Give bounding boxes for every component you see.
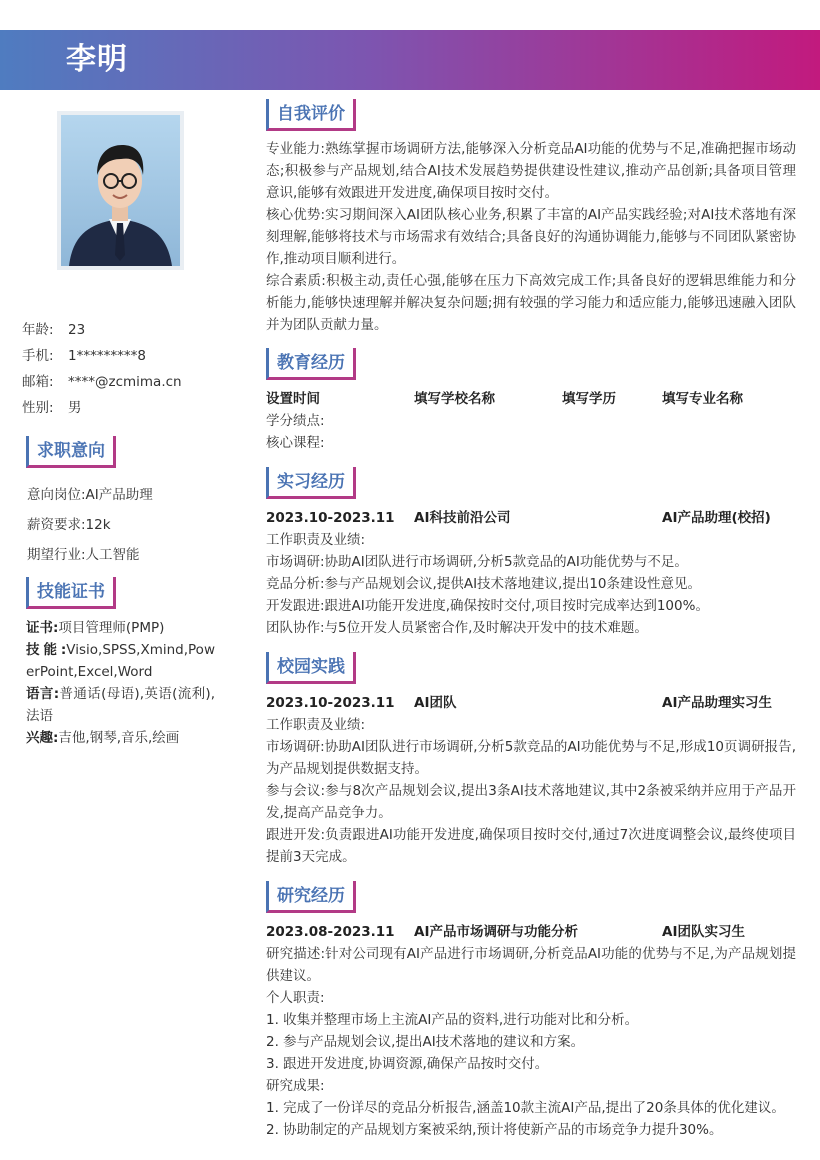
research-line: 2. 参与产品规划会议,提出AI技术落地的建议和方案。 [266,1034,585,1050]
intent-item: 期望行业:人工智能 [27,547,140,563]
candidate-name: 李明 [66,42,128,77]
internship-line: 团队协作:与5位开发人员紧密合作,及时解决开发中的技术难题。 [266,620,648,636]
skill-tools: 技能:Visio,SPSS,Xmind,PowerPoint,Excel,Word [26,642,215,680]
info-gender: 性别: 男 [22,400,82,416]
internship-line: 竞品分析:参与产品规划会议,提供AI技术落地建议,提出10条建设性意见。 [266,576,702,592]
internship-entry [266,507,796,529]
research-title: 研究经历 [266,881,356,913]
campus-line: 工作职责及业绩: [266,717,366,733]
skill-language: 语言:普通话(母语),英语(流利),法语 [26,686,215,724]
info-age: 年龄: 23 [22,322,86,338]
header-banner [0,30,820,90]
internship-line: 工作职责及业绩: [266,532,366,548]
campus-entry [266,692,796,714]
intent-title: 求职意向 [26,436,116,468]
self-eval-paragraph: 专业能力:熟练掌握市场调研方法,能够深入分析竞品AI功能的优势与不足,准确把握市场动态;积极参与产品规划,结合AI技术发展趋势提供建设性建议,推动产品创新;具备项目管理意识,能够有效跟进开发进度,确保项目按时交付。 [266,141,796,201]
internship-heading [266,467,796,499]
campus-org: AI团队 [414,695,457,711]
skills-heading [26,577,116,609]
internship-section [266,507,796,639]
education-school: 填写学校名称 [414,391,495,407]
research-entry [266,921,796,943]
campus-heading [266,652,796,684]
research-heading [266,881,796,913]
education-title: 教育经历 [266,348,356,380]
intent-item: 意向岗位:AI产品助理 [27,487,153,503]
education-section [266,388,796,454]
self-eval-section [266,138,796,336]
campus-time: 2023.10-2023.11 [266,695,395,711]
research-project: AI产品市场调研与功能分析 [414,924,578,940]
internship-time: 2023.10-2023.11 [266,510,395,526]
intent-item: 薪资要求:12k [27,517,111,533]
education-major: 填写专业名称 [662,391,743,407]
info-phone: 手机: 1*********8 [22,348,146,364]
research-role: AI团队实习生 [662,924,745,940]
research-line: 1. 收集并整理市场上主流AI产品的资料,进行功能对比和分析。 [266,1012,639,1028]
research-line: 1. 完成了一份详尽的竞品分析报告,涵盖10款主流AI产品,提出了20条具体的优化建议。 [266,1100,785,1116]
research-line: 个人职责: [266,990,325,1006]
internship-line: 市场调研:协助AI团队进行市场调研,分析5款竞品的AI功能优势与不足。 [266,554,688,570]
education-gpa: 学分绩点: [266,413,325,429]
research-section [266,921,796,1141]
skill-cert: 证书:项目管理师(PMP) [26,620,165,636]
campus-line: 参与会议:参与8次产品规划会议,提出3条AI技术落地建议,其中2条被采纳并应用于产品开发,提高产品竞争力。 [266,783,796,821]
education-degree: 填写学历 [562,391,616,407]
education-heading [266,348,796,380]
internship-org: AI科技前沿公司 [414,510,511,526]
campus-role: AI产品助理实习生 [662,695,772,711]
info-email: 邮箱: ****@zcmima.cn [22,374,182,390]
research-line: 3. 跟进开发进度,协调资源,确保产品按时交付。 [266,1056,549,1072]
self-eval-heading [266,99,796,131]
self-eval-paragraph: 综合素质:积极主动,责任心强,能够在压力下高效完成工作;具备良好的逻辑思维能力和分析能力,能够快速理解并解决复杂问题;拥有较强的学习能力和适应能力,能够迅速融入团队并为团队贡献力量。 [266,273,796,333]
education-entry [266,388,796,410]
research-line: 2. 协助制定的产品规划方案被采纳,预计将使新产品的市场竞争力提升30%。 [266,1122,723,1138]
campus-title: 校园实践 [266,652,356,684]
internship-role: AI产品助理(校招) [662,510,771,526]
campus-section [266,692,796,868]
intent-heading [26,436,116,468]
education-time: 设置时间 [266,391,320,407]
campus-line: 市场调研:协助AI团队进行市场调研,分析5款竞品的AI功能优势与不足,形成10页调研报告,为产品规划提供数据支持。 [266,739,796,777]
self-eval-title: 自我评价 [266,99,356,131]
skills-section [26,617,215,749]
intent-section [27,480,227,570]
profile-photo [57,111,184,270]
internship-title: 实习经历 [266,467,356,499]
self-eval-paragraph: 核心优势:实习期间深入AI团队核心业务,积累了丰富的AI产品实践经验;对AI技术落地有深刻理解,能够将技术与市场需求有效结合;具备良好的沟通协调能力,能够与不同团队紧密协作,推动项目顺利进行。 [266,207,796,267]
skill-interest: 兴趣:吉他,钢琴,音乐,绘画 [26,730,180,746]
research-line: 研究成果: [266,1078,325,1094]
campus-line: 跟进开发:负责跟进AI功能开发进度,确保项目按时交付,通过7次进度调整会议,最终使项目提前3天完成。 [266,827,796,865]
internship-line: 开发跟进:跟进AI功能开发进度,确保按时交付,项目按时完成率达到100%。 [266,598,709,614]
portrait-image [61,115,180,266]
skills-title: 技能证书 [26,577,116,609]
education-courses: 核心课程: [266,435,325,451]
basic-info [22,317,222,421]
research-time: 2023.08-2023.11 [266,924,395,940]
research-line: 研究描述:针对公司现有AI产品进行市场调研,分析竞品AI功能的优势与不足,为产品规划提供建议。 [266,946,796,984]
